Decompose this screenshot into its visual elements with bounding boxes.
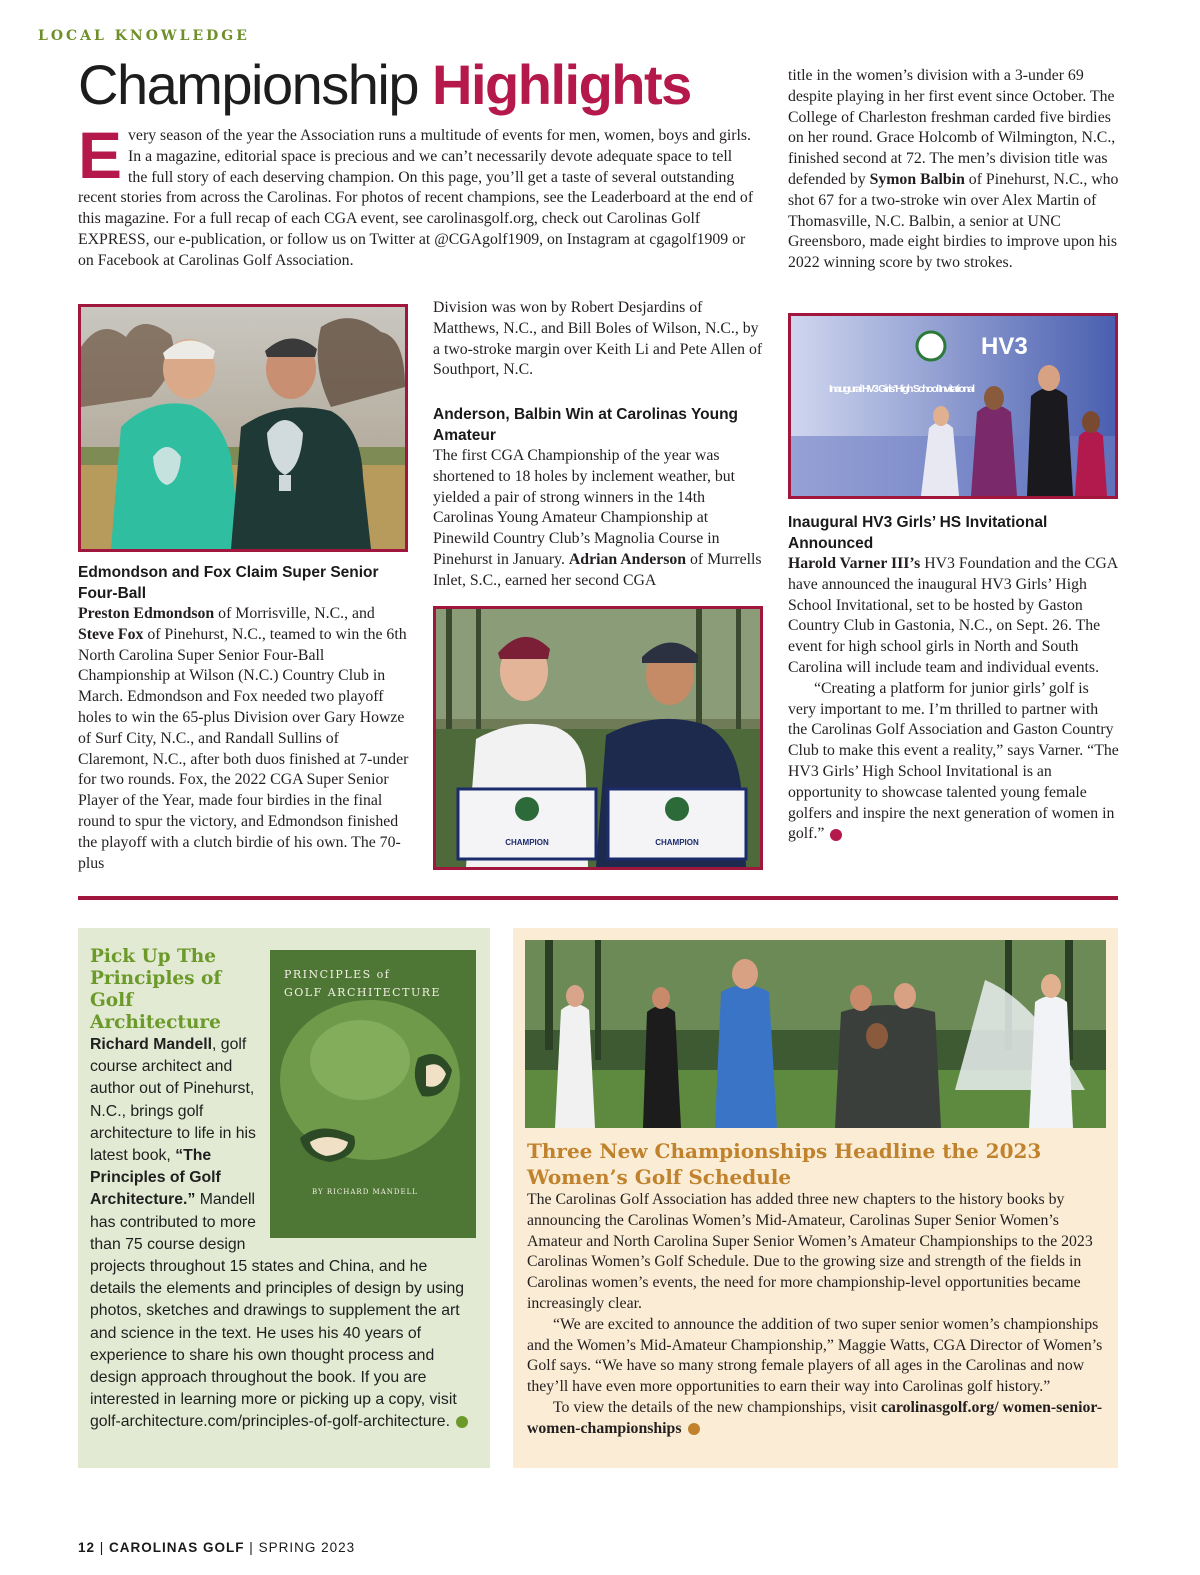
photo-anderson-balbin <box>433 606 763 870</box>
story-body: Harold Varner III’s HV3 Foundation and the CGA have announced the inaugural HV3 Girls’ High School Invitational, set to be hosted by Gaston Country Club in Gastonia, N.C., on Sept. 26. The event for high school girls in North and South Carolina will include team and individual events. <box>788 555 1118 676</box>
story-edmondson-fox <box>78 562 412 874</box>
book-cover-author: BY RICHARD MANDELL <box>312 1188 418 1196</box>
book-cover-title-line2: GOLF ARCHITECTURE <box>284 986 442 999</box>
story-body: The first CGA Championship of the year was shortened to 18 holes by inclement weather, but yielded a pair of strong winners in the 14th Carolinas Young Amateur Championship at Pinewild Country Club’s Magnolia Course in Pinehurst in January. Adrian Anderson of Murrells Inlet, S.C., earned her second CGA <box>433 447 762 589</box>
womens-schedule-box <box>513 928 1118 1468</box>
intro-paragraph: Every season of the year the Association runs a multitude of events for men, women, boys and girls. In a magazine, editorial space is precious and we can’t necessarily devote adequate space to tell the full story of each deserving champion. On this page, you’ll get a taste of several outstanding recent stories from across the Carolinas. For photos of recent champions, see the Leaderboard at the end of this magazine. For a full recap of each CGA event, see carolinasgolf.org, check out Carolinas Golf EXPRESS, our e-publication, or follow us on Twitter at @CGAgolf1909, on Instagram at cgagolf1909 or on Facebook at Carolinas Golf Association. <box>78 118 754 269</box>
story-headline: Anderson, Balbin Win at Carolinas Young Amateur <box>433 406 739 444</box>
photo-hv3-invitational <box>788 313 1118 499</box>
end-mark-dot <box>830 829 842 841</box>
book-body: Richard Mandell, golf course architect and author out of Pinehurst, N.C., brings golf architecture to life in his latest book, “The Principles of Golf Architecture.” Mandell has contributed to more than 75 course design projects throughout 15 states and China, and he details the elements and principles of design by using photos, sketches and drawings to supplement the art and science in the text. He uses his 40 years of experience to share his own thought process and design approach throughout the book. If you are interested in learning more or picking up a copy, visit golf-architecture.com/principles-of-golf-architecture. <box>90 1034 470 1434</box>
section-kicker: LOCAL KNOWLEDGE <box>38 28 250 44</box>
page-title: Championship Highlights <box>78 53 691 116</box>
flag-label-left: CHAMPION <box>505 838 549 847</box>
end-mark-dot <box>688 1423 700 1435</box>
womens-body-p2: “We are excited to announce the addition of two super senior women’s championships and the Women’s Mid-Amateur Championship,” Maggie Watts, CGA Director of Women’s Golf says. “We have so many strong female players of all ages in the Carolinas and now they’ll have even more opportunities to earn their way into Carolinas golf history.” <box>527 1315 1103 1396</box>
womens-body-p3: To view the details of the new championships, visit carolinasgolf.org/ women-senior-women-championships <box>527 1398 1103 1437</box>
book-cover-title-line1: PRINCIPLES of <box>284 968 391 981</box>
page-footer: 12 | CAROLINAS GOLF | SPRING 2023 <box>78 1540 356 1555</box>
end-mark-dot <box>456 1416 468 1428</box>
story-continuation: title in the women’s division with a 3-under 69 despite playing in her first event since October. The College of Charleston freshman carded five birdies on her round. Grace Holcomb of Wilmington, N.C., finished second at 72. The men’s division title was defended by Symon Balbin of Pinehurst, N.C., who shot 67 for a two-stroke win over Alex Martin of Thomasville, N.C. Balbin, a senior at UNC Greensboro, made eight birdies to improve upon his 2022 winning score by two strokes. <box>788 67 1119 272</box>
flag-label-right: CHAMPION <box>655 838 699 847</box>
story-anderson-balbin <box>433 404 763 592</box>
hv3-photo-title: Inaugural HV3 Girls’ High School Invitational <box>829 383 975 395</box>
championships-link[interactable]: carolinasgolf.org/ women-senior-women-championships <box>527 1398 1103 1437</box>
section-divider <box>78 896 1118 900</box>
book-sidebar <box>78 928 490 1468</box>
drop-cap: E <box>78 118 123 192</box>
issue-label: SPRING 2023 <box>258 1540 356 1555</box>
story-continuation: Division was won by Robert Desjardins of Matthews, N.C., and Bill Boles of Wilson, N.C., by a two-stroke margin over Keith Li and Pete Allen of Southport, N.C. <box>433 299 763 379</box>
page-number: 12 <box>78 1540 96 1555</box>
story-quote: “Creating a platform for junior girls’ golf is very important to me. I’m thrilled to partner with the Carolinas Golf Association and Gaston Country Club to make this event a reality,” says Varner. “The HV3 Girls’ High School Invitational is an opportunity to showcase talented young female golfers and inspire the next generation of women in golf.” <box>788 679 1119 843</box>
story-headline: Edmondson and Fox Claim Super Senior Four-Ball <box>78 564 379 602</box>
book-headline: Pick Up The Principles of Golf Architecture <box>90 946 222 1033</box>
photo-womens-golfers <box>525 940 1106 1128</box>
story-hv3 <box>788 512 1120 845</box>
photo-edmondson-fox <box>78 304 408 552</box>
story-body: Preston Edmondson of Morrisville, N.C., and Steve Fox of Pinehurst, N.C., teamed to win the 6th North Carolina Super Senior Four-Ball Championship at Wilson (N.C.) Country Club in March. Edmondson and Fox needed two playoff holes to win the 65-plus Division over Gary Howze of Surf City, N.C., and Randall Sullins of Claremont, N.C., after both duos finished at 7-under for two rounds. Fox, the 2022 CGA Super Senior Player of the Year, made four birdies in the final round to spur the victory, and Edmondson finished the playoff with a clutch birdie of his own. The 70-plus <box>78 605 409 872</box>
story-headline: Inaugural HV3 Girls’ HS Invitational Announced <box>788 514 1048 552</box>
womens-headline: Three New Championships Headline the 2023 Women’s Golf Schedule <box>527 1139 1042 1189</box>
magazine-name: CAROLINAS GOLF <box>109 1540 245 1555</box>
hv3-logo: HV3 <box>981 333 1028 360</box>
womens-body-p1: The Carolinas Golf Association has added three new chapters to the history books by announcing the Carolinas Women’s Mid-Amateur, Carolinas Super Senior Women’s Amateur and North Carolina Super Senior Women’s Amateur Championships to the 2023 Carolinas Women’s Golf Schedule. Due to the growing size and strength of the fields in Carolinas women’s events, the need for more championship-level opportunities became increasingly clear. <box>527 1191 1093 1312</box>
